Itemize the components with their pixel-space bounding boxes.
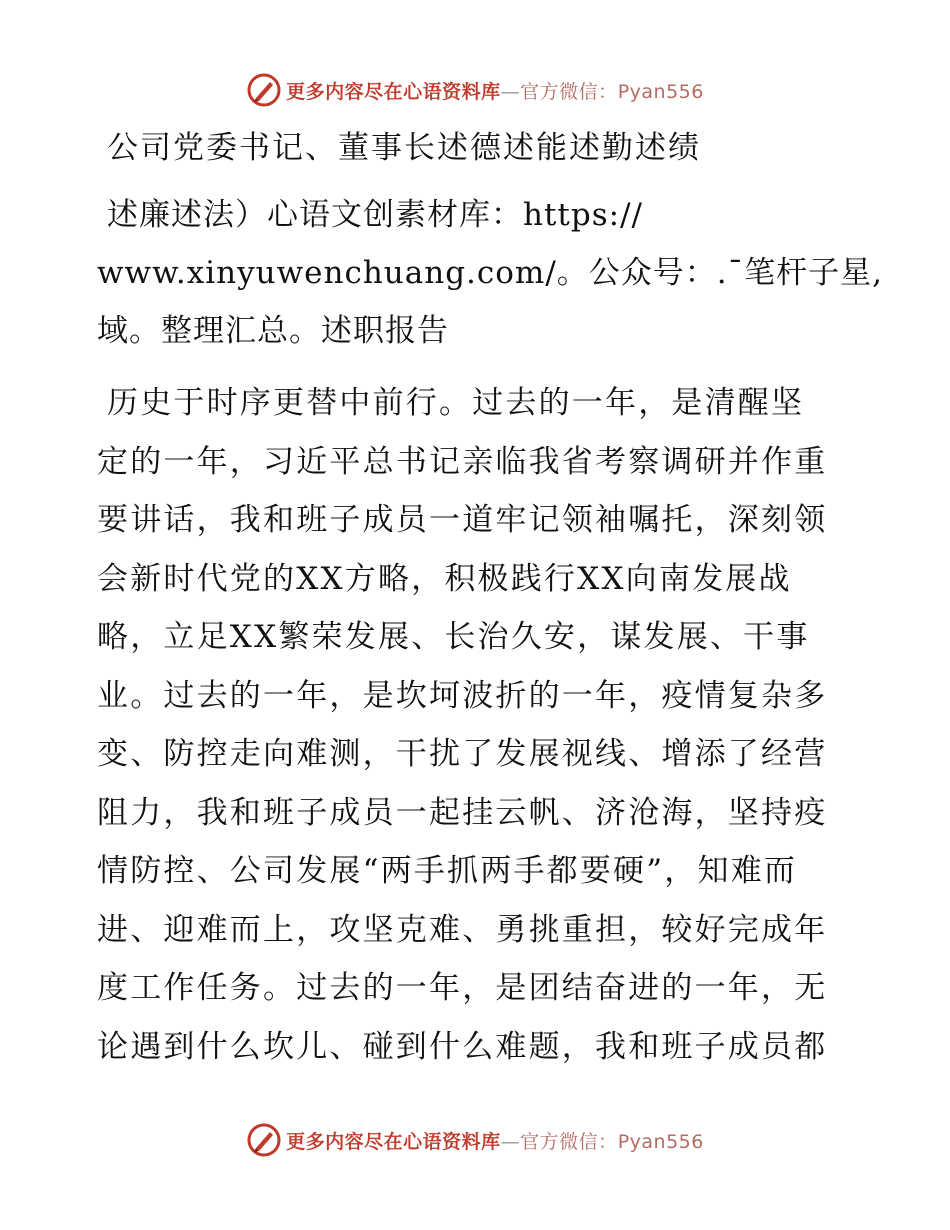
body-line: 阻力，我和班子成员一起挂云帆、济沧海，坚持疫 xyxy=(97,794,828,831)
promo-text: 更多内容尽在心语资料库 xyxy=(286,1130,501,1153)
body-line: 会新时代党的XX方略，积极践行XX向南发展战 xyxy=(97,560,792,597)
footer-banner xyxy=(0,1120,950,1160)
subtitle-line: 述廉述法）心语文创素材库：https:// xyxy=(107,197,643,233)
official-label: 官方微信： xyxy=(520,80,618,103)
banner-dash: — xyxy=(500,1130,521,1153)
document-page xyxy=(97,122,883,1076)
body-line: 定的一年，习近平总书记亲临我省考察调研并作重 xyxy=(97,443,828,480)
document-body xyxy=(97,374,857,1076)
body-line: 论遇到什么坎儿、碰到什么难题，我和班子成员都 xyxy=(97,1028,828,1065)
official-label: 官方微信： xyxy=(520,1130,618,1153)
header-banner-text xyxy=(286,77,704,104)
subtitle-line: 域。整理汇总。述职报告 xyxy=(97,313,449,349)
body-line: 进、迎难而上，攻坚克难、勇挑重担，较好完成年 xyxy=(97,911,828,948)
promo-text: 更多内容尽在心语资料库 xyxy=(286,80,501,103)
wechat-account: Pyan556 xyxy=(617,80,704,103)
header-banner xyxy=(0,70,950,110)
body-line: 情防控、公司发展“两手抓两手都要硬”，知难而 xyxy=(97,853,798,889)
body-line: 要讲话，我和班子成员一道牢记领袖嘱托，深刻领 xyxy=(97,502,828,538)
body-line: 略，立足XX繁荣发展、长治久安，谋发展、干事 xyxy=(97,619,810,655)
body-line: 业。过去的一年，是坎坷波折的一年，疫情复杂多 xyxy=(97,677,828,714)
wechat-account: Pyan556 xyxy=(617,1130,704,1153)
subtitle-line: www.xinyuwenchuang.com/。公众号：.¯笔杆子星, xyxy=(97,255,883,291)
body-line: 变、防控走向难测，干扰了发展视线、增添了经营 xyxy=(97,736,828,772)
body-line: 度工作任务。过去的一年，是团结奋进的一年，无 xyxy=(97,970,828,1006)
document-subtitle xyxy=(97,186,883,360)
footer-banner-text xyxy=(286,1127,704,1154)
pen-logo-icon xyxy=(246,72,282,108)
document-title: 公司党委书记、董事长述德述能述勤述绩 xyxy=(107,130,701,166)
body-line: 历史于时序更替中前行。过去的一年，是清醒坚 xyxy=(107,385,805,421)
banner-dash: — xyxy=(500,80,521,103)
pen-logo-icon xyxy=(246,1122,282,1158)
